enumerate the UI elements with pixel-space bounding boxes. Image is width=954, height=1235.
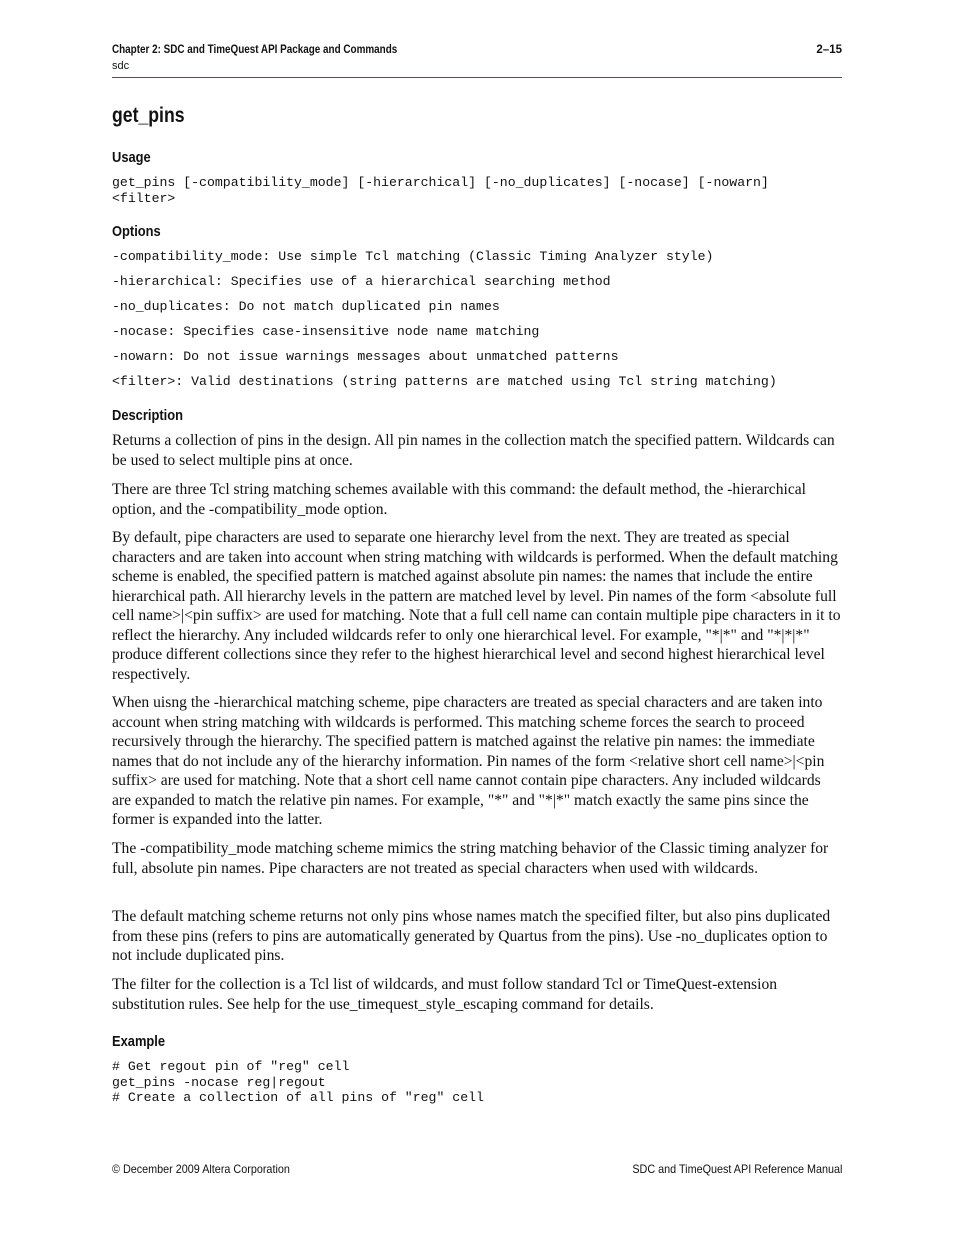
header-chapter-title: Chapter 2: SDC and TimeQuest API Package and Commands — [112, 44, 398, 56]
description-paragraph: By default, pipe characters are used to separate one hierarchy level from the next. They are treated as special characters and are taken into account when string matching with wildcards is performed. When the default matching scheme is enabled, the specified pattern is matched against absolute pin names: the names that include the entire hierarchical path. All hierarchy levels in the pattern are matched level by level. Pin names of the form <absolute full cell name>|<pin suffix> are used for matching. Note that a full cell name can contain multiple pipe characters in it to reflect the hierarchy. Any included wildcards refer to only one hierarchical level. For example, "*|*" and "*|*|*" produce different collections since they refer to the highest hierarchical level and second highest hierarchical level respectively. — [112, 529, 841, 683]
option-filter: <filter>: Valid destinations (string patterns are matched using Tcl string matching) — [112, 374, 777, 389]
example-line: get_pins -nocase reg|regout — [112, 1074, 326, 1090]
footer-manual-title: SDC and TimeQuest API Reference Manual — [631, 1162, 842, 1176]
usage-line: <filter> — [112, 190, 176, 206]
description-paragraph: The filter for the collection is a Tcl list of wildcards, and must follow standard Tcl or TimeQuest-extension substitution rules. See help for the use_timequest_style_escaping command for details. — [112, 976, 778, 1013]
usage-code — [112, 175, 769, 206]
description-paragraph: Returns a collection of pins in the design. All pin names in the collection match the specified pattern. Wildcards can be used to select multiple pins at once. — [112, 432, 835, 469]
header-rule — [112, 77, 842, 78]
options-heading: Options — [112, 223, 161, 240]
description-paragraph: When uisng the -hierarchical matching scheme, pipe characters are treated as special characters and are taken into account when string matching with wildcards is performed. This matching scheme forces the search to proceed recursively through the hierarchy. The specified pattern is matched against the relative pin names: the immediate names that do not include any of the hierarchy information. Pin names of the form <relative short cell name>|<pin suffix> are used for matching. Note that a short cell name cannot contain pipe characters. Any included wildcards are expanded to match the relative pin names. For example, "*" and "*|*" match exactly the same pins since the former is expanded into the latter. — [112, 694, 825, 828]
header-section-name: sdc — [112, 60, 130, 72]
footer-copyright: © December 2009 Altera Corporation — [112, 1162, 290, 1176]
description-paragraph: The -compatibility_mode matching scheme mimics the string matching behavior of the Classic timing analyzer for full, absolute pin names. Pipe characters are not treated as special characters when used with wildcards. — [112, 840, 829, 877]
description-heading: Description — [112, 407, 183, 424]
header-page-number: 2–15 — [816, 44, 842, 56]
description-paragraph: The default matching scheme returns not only pins whose names match the specified filter, but also pins duplicated from these pins (refers to pins are automatically generated by Quartus from the pins). Use -no_duplicates option to not include duplicated pins. — [112, 908, 831, 964]
option-no-duplicates: -no_duplicates: Do not match duplicated pin names — [112, 299, 500, 314]
document-page — [112, 0, 842, 1235]
option-compatibility-mode: -compatibility_mode: Use simple Tcl matching (Classic Timing Analyzer style) — [112, 249, 714, 264]
description-paragraph: There are three Tcl string matching schemes available with this command: the default method, the -hierarchical option, and the -compatibility_mode option. — [112, 481, 807, 518]
option-nocase: -nocase: Specifies case-insensitive node name matching — [112, 324, 540, 339]
page-title: get_pins — [112, 104, 185, 127]
example-line: # Get regout pin of "reg" cell — [112, 1059, 350, 1074]
example-code — [112, 1059, 484, 1106]
example-line: # Create a collection of all pins of "reg" cell — [112, 1090, 484, 1105]
option-nowarn: -nowarn: Do not issue warnings messages about unmatched patterns — [112, 349, 619, 364]
usage-heading: Usage — [112, 149, 151, 166]
usage-line: get_pins [-compatibility_mode] [-hierarchical] [-no_duplicates] [-nocase] [-nowarn] — [112, 175, 769, 190]
example-heading: Example — [112, 1033, 166, 1050]
option-hierarchical: -hierarchical: Specifies use of a hierarchical searching method — [112, 274, 611, 289]
